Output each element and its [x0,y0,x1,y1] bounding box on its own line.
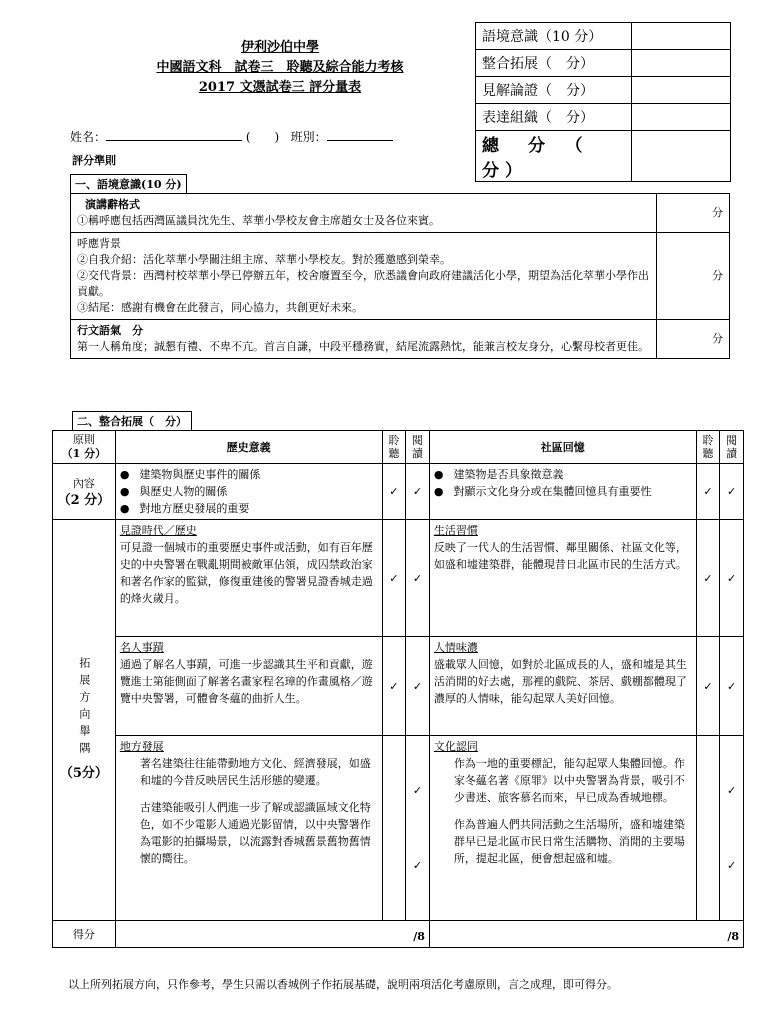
check-mark: ✓ [720,637,744,736]
class-label: 班別： [290,130,327,144]
check-mark: ✓ [727,784,737,797]
class-field[interactable] [327,128,393,141]
list-item: ● 與歷史人物的關係 [119,485,228,498]
score-label-argument: 見解論證（ 分） [476,77,632,104]
check-mark: ✓ [727,859,737,872]
row-text: ②自我介紹：活化萃華小學關注組主席、萃華小學校友。對於獲邀感到榮幸。 [77,253,451,266]
score-row [53,921,744,948]
item-text: 通過了解名人事蹟，可進一步認識其生平和貢獻，遊覽進士第能側面了解著名畫家程名璋的作畫風格／遊覽中央警署，可體會冬蘊的曲折人生。 [119,658,373,705]
read-header: 閱讀 [406,431,430,464]
item-text: 作為普遍人們共同活動之生活場所，盛和墟建築群早已是北區市民日常生活購物、消閒的主要場所，提起北區，便會想起盛和墟。 [453,818,685,865]
row-score: 分 [657,233,730,320]
exam-header [60,38,500,98]
row-heading: 行文語氣 分 [77,324,143,337]
item-title: 人情味濃 [433,641,478,654]
footer-note: 以上所列拓展方向，只作參考，學生只需以香城例子作拓展基礎，說明兩項活化考慮原則，言之成理，即可得分。 [68,978,618,991]
expand-label: 拓展方向舉隅 [77,657,91,759]
check-mark: ✓ [382,520,406,637]
paper-title: 2017 文憑試卷三 評分量表 [198,80,362,95]
listen-header: 聆聽 [696,431,720,464]
score-field[interactable] [632,104,731,131]
row-heading: 呼應背景 [77,237,121,250]
check-mark: ✓ [406,637,430,736]
item-title: 名人事蹟 [119,641,164,654]
community-score[interactable]: /8 [429,921,743,948]
list-item: ● 建築物是否具象徵意義 [433,468,564,481]
score-field[interactable] [632,77,731,104]
expand-score: （5分） [59,766,108,781]
item-text: 盛載眾人回憶，如對於北區成長的人，盛和墟是其生活消閒的好去處，那裡的戲院、茶居、戲棚都體現了濃厚的人情味，能勾起眾人美好回憶。 [433,658,687,705]
check-mark: ✓ [382,464,406,520]
history-header: 歷史意義 [115,431,382,464]
item-title: 生活習慣 [433,524,478,537]
check-mark: ✓ [720,464,744,520]
check-mark: ✓ [696,637,720,736]
check-mark: ✓ [382,637,406,736]
table-row [71,320,730,359]
row-score: 分 [657,320,730,359]
total-label: 總 分 （ 分） [476,131,632,182]
section2-title: 二、整合拓展（ 分） [72,411,192,431]
score-field[interactable] [632,50,731,77]
item-text: 作為一地的重要標記，能勾起眾人集體回憶。作家冬蘊名著《原罪》以中央警署為背景，吸引不少書迷、旅客慕名而來，早已成為香城地標。 [453,757,685,804]
student-info [70,128,393,145]
item-title: 地方發展 [119,740,164,753]
name-label: 姓名： [70,130,107,144]
item-title: 文化認同 [433,740,478,753]
row-text: ②交代背景：西灣村校萃華小學已停辦五年，校舍廢置至今，欣悉議會向政府建議活化小學，期望為活化萃華小學作出貢獻。 [77,269,649,298]
row-text: 第一人稱角度；誠懇有禮、不卑不亢。首言自謙，中段平穩務實，結尾流露熱忱，能兼言校友身分，心繫母校者更佳。 [77,340,649,353]
row-heading: 演講辭格式 [85,198,140,211]
list-item: ● 建築物與歷史事件的關係 [119,468,261,481]
score-field[interactable] [632,23,731,50]
check-mark: ✓ [696,520,720,637]
list-item: ● 對顯示文化身分或在集體回憶具有重要性 [433,485,652,498]
item-text: 著名建築往往能帶動地方文化、經濟發展，如盛和墟的今昔反映居民生活形態的變遷。 [139,757,371,787]
content-score: （2 分） [57,492,111,508]
content-row [53,464,744,520]
table-header-row [53,431,744,464]
principle-header: 原則 [72,433,95,446]
score-label-expression: 表達組織（ 分） [476,104,632,131]
row-text: ③結尾：感謝有機會在此發言，同心協力，共創更好未來。 [77,301,363,314]
class-number: ( ) [245,130,280,144]
check-mark: ✓ [406,464,430,520]
check-mark: ✓ [696,464,720,520]
check-mark: ✓ [406,520,430,637]
table-row [71,233,730,320]
read-header: 閱讀 [720,431,744,464]
total-score-field[interactable] [632,131,731,182]
section1-table [70,193,730,359]
item-text: 古建築能吸引人們進一步了解或認識區域文化特色，如不少電影人通過光影留情，以中央警署作為電影的拍攝場景，以流露對香城舊景舊物舊情懷的嚮往。 [139,801,371,865]
section1-title: 一、語境意識(10 分) [70,174,187,194]
row-score: 分 [657,194,730,233]
principle-score: （1 分） [61,447,107,460]
score-label-integration: 整合拓展（ 分） [476,50,632,77]
expand-row [53,637,744,736]
section2-table [52,430,744,948]
school-name: 伊利沙伯中學 [240,40,319,55]
score-row-label: 得分 [53,921,116,948]
history-score[interactable]: /8 [115,921,429,948]
check-mark: ✓ [412,784,423,797]
listen-header: 聆聽 [382,431,406,464]
check-mark: ✓ [412,859,423,872]
item-title: 見證時代／歷史 [119,524,197,537]
row-text: ①稱呼應包括西灣區議員沈先生、萃華小學校友會主席趙女士及各位來賓。 [77,214,440,227]
criteria-label: 評分準則 [72,154,116,167]
content-label: 內容 [72,476,95,490]
subject-title: 中國語文科 試卷三 聆聽及綜合能力考核 [156,60,404,75]
expand-row [53,736,744,921]
item-text: 可見證一個城市的重要歷史事件或活動，如有百年歷史的中央警署在戰亂期間被敵軍佔領，成囚禁政治家和著名作家的監獄，修復重建後的警署見證香城走過的烽火歲月。 [119,541,373,605]
community-header: 社區回憶 [429,431,696,464]
item-text: 反映了一代人的生活習慣、鄰里關係、社區文化等，如盛和墟建築群，能體現昔日北區市民的生活方式。 [433,541,687,571]
name-field[interactable] [106,128,242,141]
score-summary-table [475,22,731,182]
check-mark: ✓ [720,520,744,637]
expand-row [53,520,744,637]
list-item: ● 對地方歷史發展的重要 [119,502,250,515]
table-row [71,194,730,233]
score-label-context: 語境意識（10 分） [476,23,632,50]
